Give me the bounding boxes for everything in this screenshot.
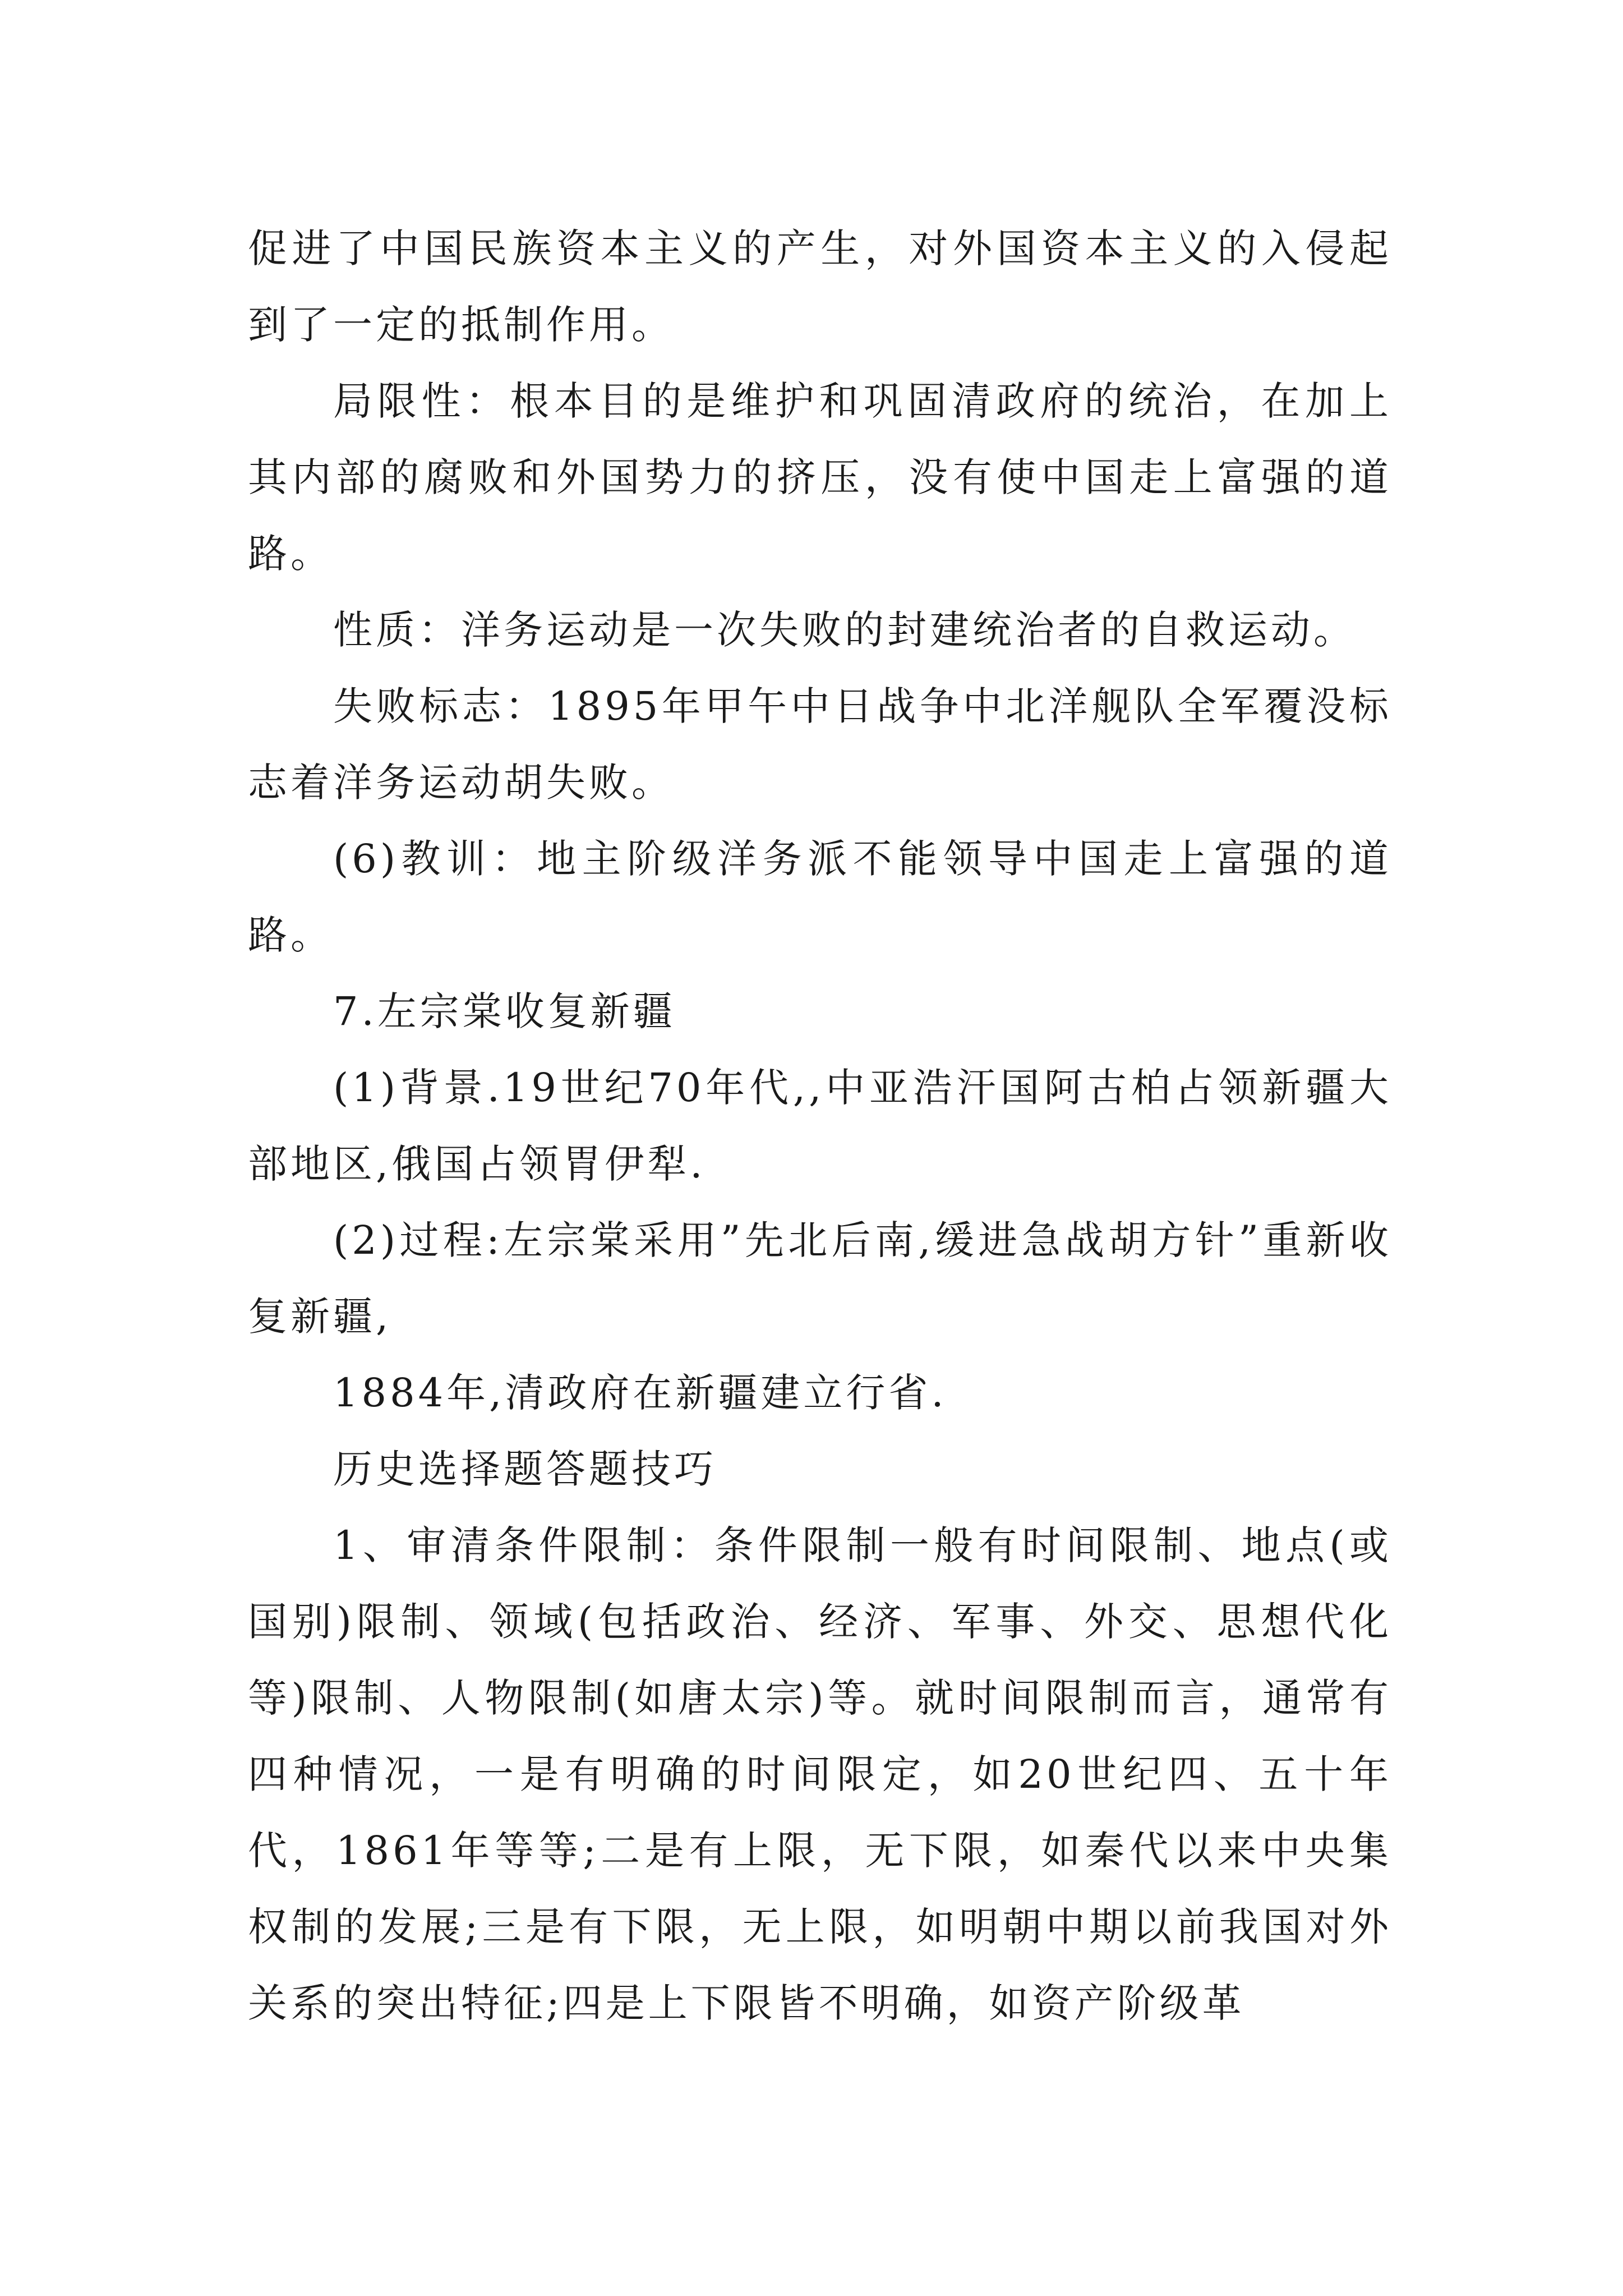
section-heading-tips: 历史选择题答题技巧 bbox=[333, 1446, 717, 1492]
paragraph-2: 局限性：根本目的是维护和巩固清政府的统治，在加上其内部的腐败和外国势力的挤压，没有使中国走上富强的道路。 bbox=[248, 378, 1392, 577]
paragraph-1: 促进了中国民族资本主义的产生，对外国资本主义的入侵起到了一定的抵制作用。 bbox=[248, 226, 1392, 348]
paragraph-1884: 1884年,清政府在新疆建立行省. bbox=[333, 1370, 947, 1416]
paragraph-5: (6)教训：地主阶级洋务派不能领导中国走上富强的道路。 bbox=[248, 836, 1392, 958]
document-body bbox=[248, 210, 1392, 2041]
paragraph-3: 性质：洋务运动是一次失败的封建统治者的自救运动。 bbox=[333, 607, 1356, 653]
paragraph-background: (1)背景.19世纪70年代,,中亚浩汗国阿古柏占领新疆大部地区,俄国占领胃伊犁. bbox=[248, 1065, 1392, 1187]
paragraph-process: (2)过程:左宗棠采用”先北后南,缓进急战胡方针”重新收复新疆, bbox=[248, 1217, 1392, 1340]
paragraph-4: 失败标志：1895年甲午中日战争中北洋舰队全军覆没标志着洋务运动胡失败。 bbox=[248, 683, 1392, 806]
section-heading-7: 7.左宗棠收复新疆 bbox=[333, 988, 676, 1034]
paragraph-tip-1: 1、审清条件限制：条件限制一般有时间限制、地点(或国别)限制、领域(包括政治、经济、军事、外交、思想代化等)限制、人物限制(如唐太宗)等。就时间限制而言，通常有四种情况，一是有明确的时间限定，如20世纪四、五十年代，1861年等等;二是有上限，无下限，如秦代以来中央集权制的发展;三是有下限，无上限，如明朝中期以前我国对外关系的突出特征;四是上下限皆不明确，如资产阶级革 bbox=[248, 1522, 1392, 2026]
